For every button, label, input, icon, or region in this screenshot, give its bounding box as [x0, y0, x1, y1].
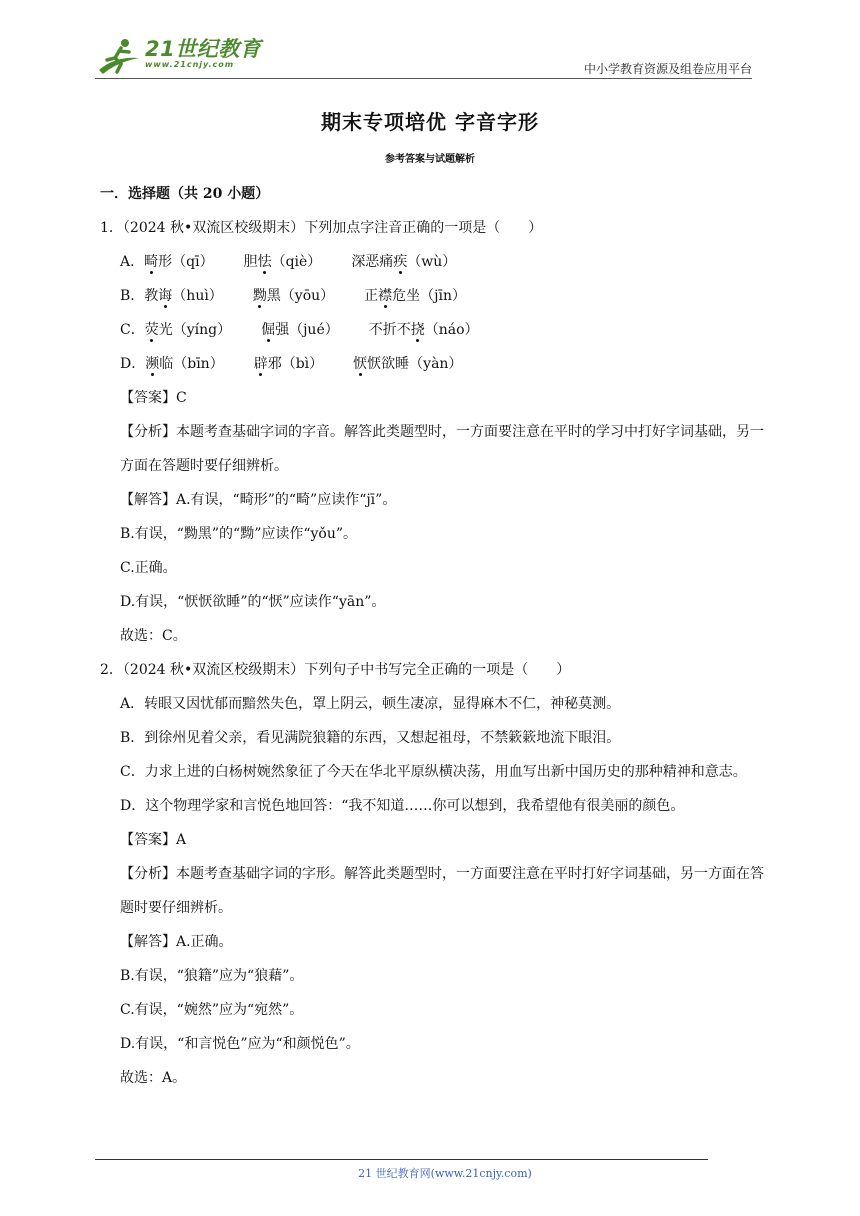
q2-option-b: B．到徐州见着父亲，看见满院狼籍的东西，又想起祖母，不禁簌簌地流下眼泪。 [120, 730, 621, 746]
term-text: （huì） [172, 288, 223, 304]
option-term [144, 286, 223, 320]
q1-solution-d: D.有误，“恹恹欲睡”的“恹”应读作“yān”。 [120, 594, 386, 610]
term-text: 深恶痛 [351, 254, 394, 270]
emphasized-char: 畸 [144, 254, 159, 270]
option-term [369, 320, 479, 354]
term-text: 胆 [243, 254, 258, 270]
q1-answer: 【答案】C [120, 390, 187, 406]
document-body [100, 184, 765, 1102]
q1-option-b [100, 286, 765, 320]
emphasized-char: 辟 [253, 356, 268, 372]
emphasized-char: 黝 [252, 288, 267, 304]
emphasized-char: 襟 [378, 288, 393, 304]
question-2-stem: 2．（2024 秋•双流区校级期末）下列句子中书写完全正确的一项是（ ） [100, 662, 571, 678]
logo-text: 21世纪教育 [145, 37, 262, 61]
emphasized-char: 疾 [393, 254, 408, 270]
term-text: 正 [364, 288, 379, 304]
footer-link[interactable]: 21 世纪教育网(www.21cnjy.com) [358, 1167, 532, 1180]
option-term [353, 354, 462, 388]
emphasized-char: 倔 [261, 322, 276, 338]
q2-option-c: C．力求上进的白杨树婉然象征了今天在华北平原纵横决荡，用血写出新中国历史的那种精神和意志。 [120, 764, 747, 780]
option-term [145, 354, 223, 388]
platform-name: 中小学教育资源及组卷应用平台 [583, 62, 752, 76]
q1-solution-b: B.有误，“黝黑”的“黝”应读作“yǒu”。 [120, 526, 358, 542]
emphasized-char: 荧 [144, 322, 159, 338]
term-text: 邪（bì） [267, 356, 324, 372]
q1-result: 故选：C。 [120, 628, 187, 644]
term-text: 临（bīn） [159, 356, 224, 372]
term-text: （náo） [424, 322, 479, 338]
term-text: 教 [144, 288, 159, 304]
option-term [351, 252, 456, 286]
option-term [144, 252, 213, 286]
emphasized-char: 诲 [158, 288, 173, 304]
term-text: 黑（yōu） [266, 288, 335, 304]
option-term [145, 320, 231, 354]
q2-solution-c: C.有误，“婉然”应为“宛然”。 [120, 1002, 304, 1018]
logo-url: www.21cnjy.com [145, 60, 235, 69]
term-text: （wù） [407, 254, 457, 270]
q1-solution-c: C.正确。 [120, 560, 177, 576]
q1-option-c [100, 320, 765, 354]
q2-option-d: D．这个物理学家和言悦色地回答：“我不知道……你可以想到，我希望他有很美丽的颜色。 [120, 798, 685, 814]
q1-analysis: 【分析】本题考查基础字词的字音。解答此类题型时，一方面要注意在平时的学习中打好字词基础，另一方面在答题时要仔细辨析。 [120, 424, 764, 474]
question-1-stem: 1．（2024 秋•双流区校级期末）下列加点字注音正确的一项是（ ） [100, 220, 543, 236]
runner-logo-icon [95, 36, 143, 76]
q1-option-a [100, 252, 765, 286]
term-text: 危坐（jīn） [392, 288, 467, 304]
page-title: 期末专项培优 字音字形 [321, 110, 539, 134]
site-logo [95, 36, 261, 76]
q2-solution-d: D.有误，“和言悦色”应为“和颜悦色”。 [120, 1036, 360, 1052]
q2-option-a: A．转眼又因忧郁而黯然失色，罩上阴云，顿生凄凉，显得麻木不仁，神秘莫测。 [120, 696, 621, 712]
footer-divider [95, 1159, 708, 1160]
q2-solution-b: B.有误，“狼籍”应为“狼藉”。 [120, 968, 304, 984]
emphasized-char: 恹 [353, 356, 368, 372]
emphasized-char: 濒 [145, 356, 160, 372]
option-term [364, 286, 466, 320]
option-term [254, 354, 323, 388]
term-text: 形（qī） [158, 254, 214, 270]
term-text: （qiè） [271, 254, 322, 270]
q2-solution: 【解答】A.正确。 [120, 934, 233, 950]
term-text: 光（yíng） [158, 322, 232, 338]
option-term [253, 286, 334, 320]
option-term [261, 320, 339, 354]
q1-option-d [100, 354, 765, 388]
term-text: 不折不 [368, 322, 411, 338]
section-heading: 一．选择题（共 20 小题） [100, 186, 270, 202]
page-header [95, 36, 752, 78]
option-label: A． [120, 254, 145, 270]
q2-result: 故选：A。 [120, 1070, 187, 1086]
option-label: B． [120, 288, 145, 304]
emphasized-char: 怯 [257, 254, 272, 270]
q2-analysis: 【分析】本题考查基础字词的字形。解答此类题型时，一方面要注意在平时打好字词基础，另一方面在答题时要仔细辨析。 [120, 866, 764, 916]
option-term [244, 252, 322, 286]
page-subtitle: 参考答案与试题解析 [385, 154, 475, 165]
q2-answer: 【答案】A [120, 832, 187, 848]
term-text: 强（jué） [275, 322, 339, 338]
header-divider [95, 78, 752, 79]
emphasized-char: 挠 [410, 322, 425, 338]
term-text: 恹欲睡（yàn） [367, 356, 463, 372]
option-label: C． [120, 322, 145, 338]
option-label: D． [120, 356, 146, 372]
q1-solution: 【解答】A.有误，“畸形”的“畸”应读作“jī”。 [120, 492, 397, 508]
